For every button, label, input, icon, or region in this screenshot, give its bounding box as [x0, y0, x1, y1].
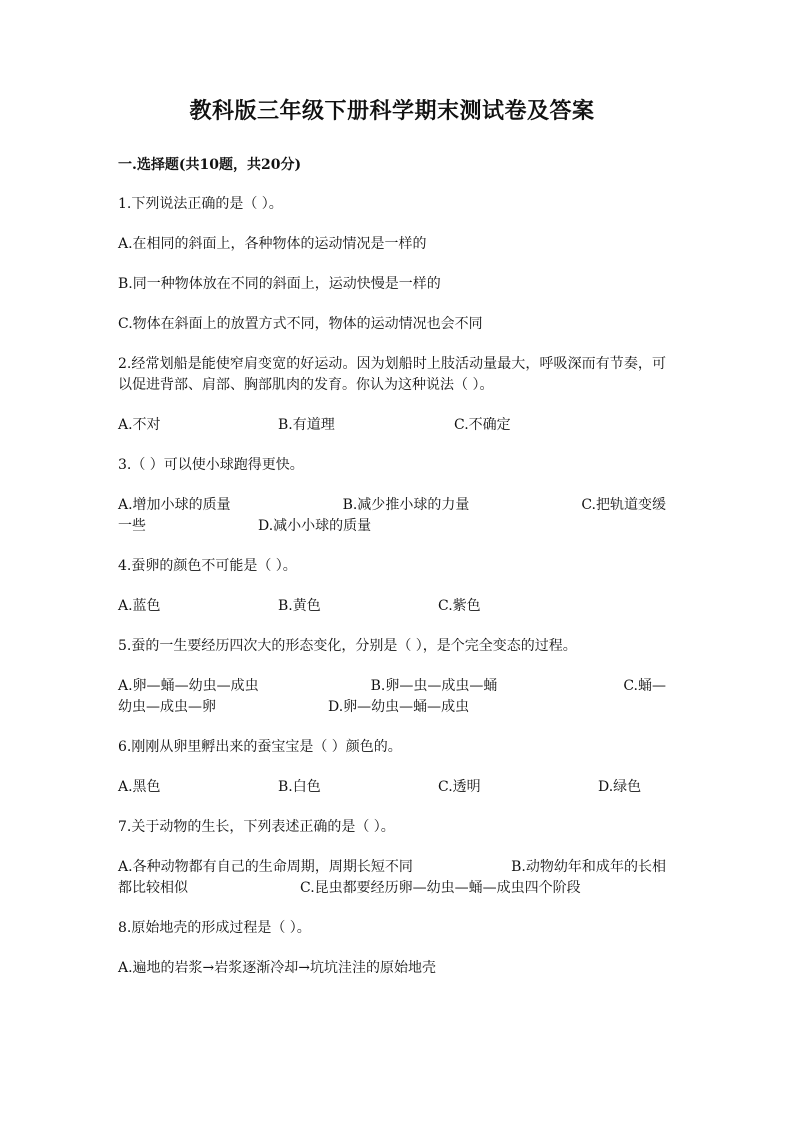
question-7-options: A.各种动物都有自己的生命周期，周期长短不同 B.动物幼年和成年的长相都比较相似 C.昆虫都要经历卵—幼虫—蛹—成虫四个阶段: [118, 859, 666, 896]
question-6-option-a: A.黑色: [118, 779, 161, 795]
question-6-options: [118, 777, 666, 798]
question-6-option-c: C.透明: [438, 779, 481, 795]
question-1-option-b: B.同一种物体放在不同的斜面上，运动快慢是一样的: [118, 276, 441, 292]
exam-page: [118, 96, 666, 998]
question-4-option-c: C.紫色: [438, 598, 481, 614]
question-8-stem: 8.原始地壳的形成过程是（ ）。: [118, 920, 311, 936]
question-2-stem: 2.经常划船是能使窄肩变宽的好运动。因为划船时上肢活动量最大，呼吸深而有节奏，可以促进背部、肩部、胸部肌肉的发育。你认为这种说法（ ）。: [118, 356, 666, 393]
question-2-option-c: C.不确定: [454, 417, 511, 433]
question-4-options: [118, 596, 666, 617]
question-4-stem: 4.蚕卵的颜色不可能是（ ）。: [118, 558, 297, 574]
question-5-options: A.卵—蛹—幼虫—成虫 B.卵—虫—成虫—蛹 C.蛹—幼虫—成虫—卵 D.卵—幼虫—蛹—成虫: [118, 678, 666, 715]
question-3-stem: 3.（ ）可以使小球跑得更快。: [118, 457, 304, 473]
question-7-stem: 7.关于动物的生长，下列表述正确的是（ ）。: [118, 819, 395, 835]
question-8-option-a: A.遍地的岩浆→岩浆逐渐冷却→坑坑洼洼的原始地壳: [118, 960, 437, 976]
question-1-option-a: A.在相同的斜面上，各种物体的运动情况是一样的: [118, 236, 427, 252]
question-2-option-b: B.有道理: [278, 417, 335, 433]
question-1-option-c: C.物体在斜面上的放置方式不同，物体的运动情况也会不同: [118, 316, 483, 332]
section-heading: 一.选择题(共10题，共20分): [118, 157, 302, 173]
question-4-option-b: B.黄色: [278, 598, 321, 614]
question-1-stem: 1.下列说法正确的是（ ）。: [118, 196, 283, 212]
question-4-option-a: A.蓝色: [118, 598, 161, 614]
question-5-stem: 5.蚕的一生要经历四次大的形态变化，分别是（ ），是个完全变态的过程。: [118, 638, 577, 654]
page-title: 教科版三年级下册科学期末测试卷及答案: [189, 98, 595, 124]
question-6-stem: 6.刚刚从卵里孵出来的蚕宝宝是（ ）颜色的。: [118, 739, 402, 755]
question-2-option-a: A.不对: [118, 417, 161, 433]
question-6-option-b: B.白色: [278, 779, 321, 795]
question-2-options: [118, 415, 666, 436]
question-3-options: A.增加小球的质量 B.减少推小球的力量 C.把轨道变缓一些 D.减小小球的质量: [118, 497, 666, 534]
question-6-option-d: D.绿色: [598, 779, 642, 795]
